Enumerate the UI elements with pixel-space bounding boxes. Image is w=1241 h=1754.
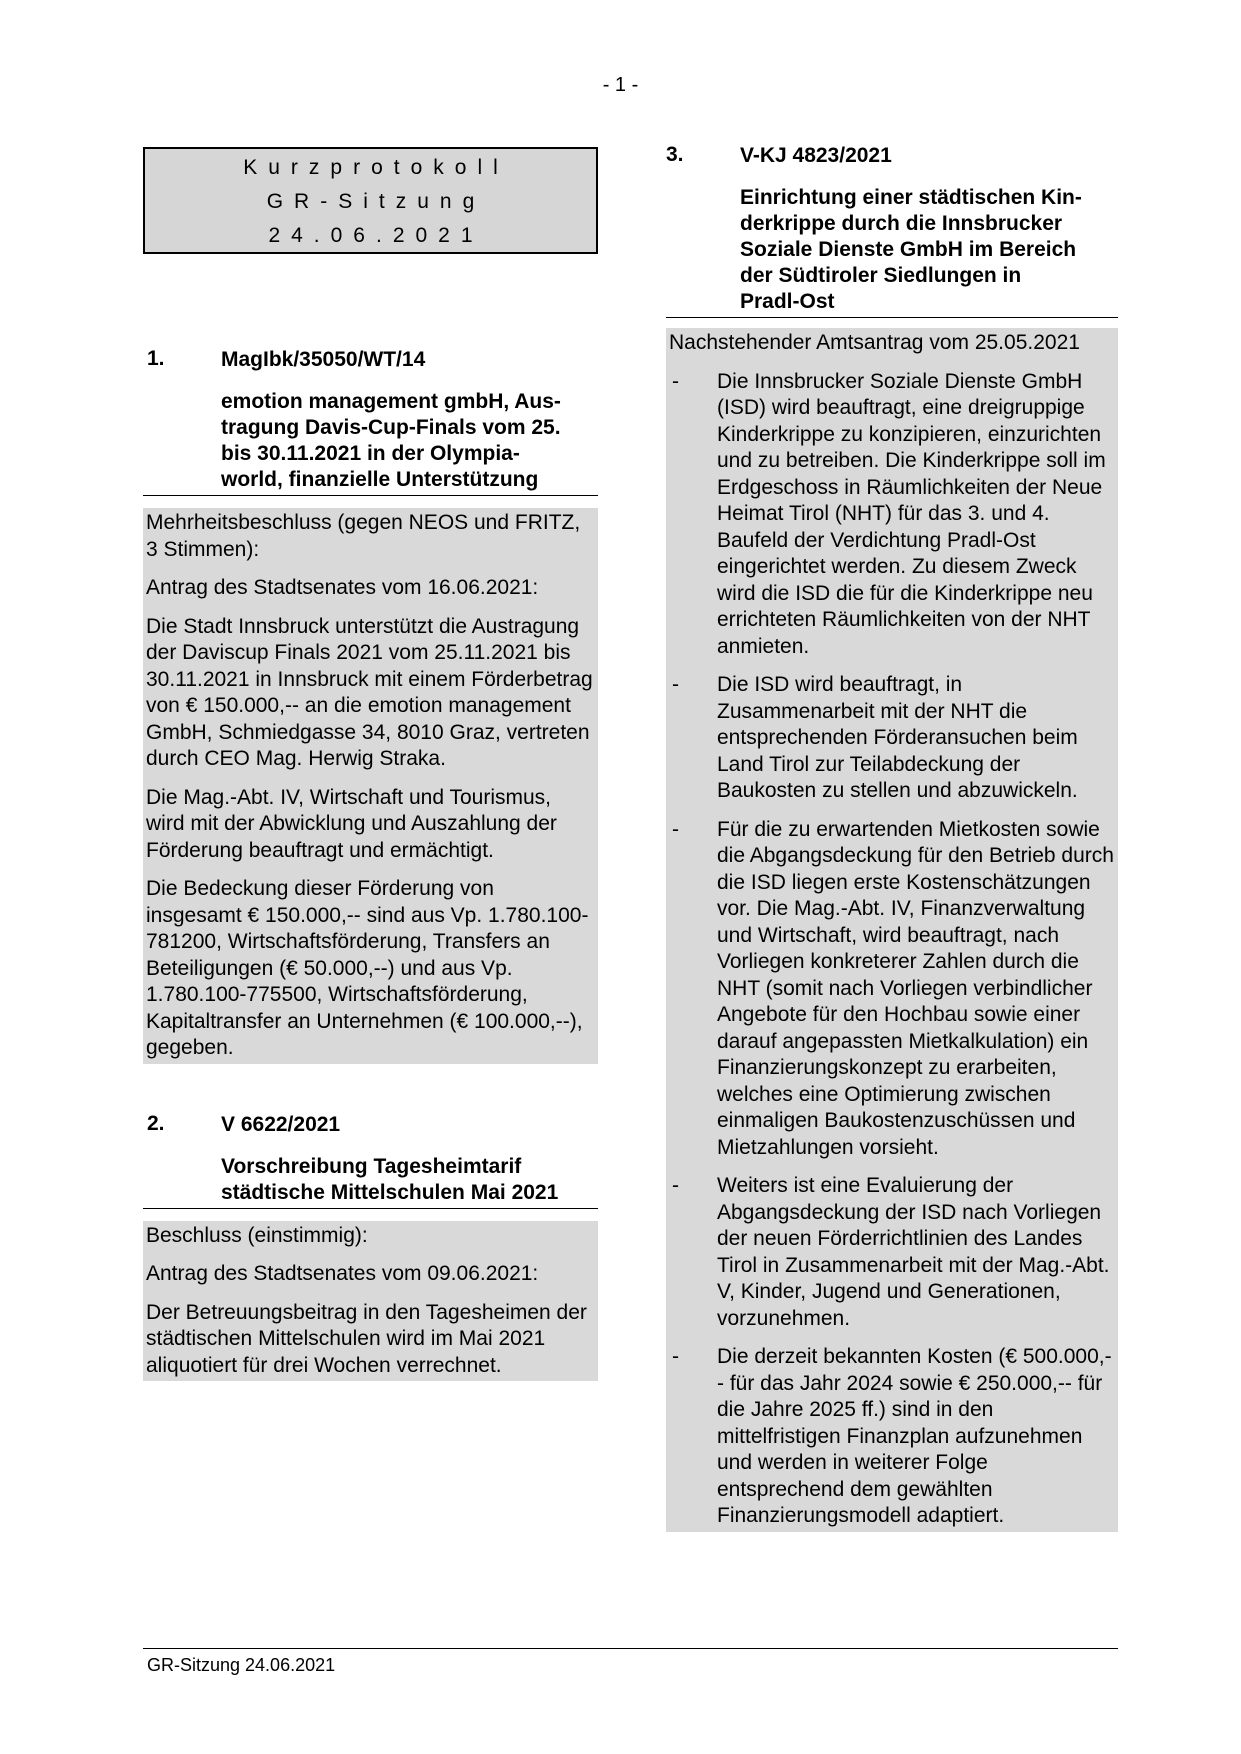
item-3-rule — [666, 317, 1118, 318]
item-3-title — [740, 185, 1118, 317]
footer-rule — [143, 1648, 1118, 1649]
item-1-text: Die Bedeckung dieser Förderung von insgesamt € 150.000,-- sind aus Vp. 1.780.100-781200, Wirtschaftsförderung, Transfers an Beteiligungen (€ 50.000,--) und aus Vp. 1.780.100-775500, Wirtschaftsförderung, Kapitaltransfer an Unternehmen (€ 100.000,--), gegeben. — [146, 877, 589, 1059]
item-3-decision-block — [666, 328, 1118, 1532]
title-line-1: Kurzprotokoll — [243, 156, 509, 179]
item-1-rule — [143, 495, 598, 496]
title-line-2: GR-Sitzung — [266, 190, 486, 213]
item-2-title-line: Vorschreibung Tagesheimtarif — [221, 1154, 522, 1178]
item-1-title-line: world, finanzielle Unterstützung — [221, 468, 539, 491]
item-3-bullet — [669, 817, 1115, 1162]
item-2-number: 2. — [147, 1111, 165, 1135]
item-2-code: V 6622/2021 — [221, 1112, 341, 1136]
item-1-title-line: tragung Davis-Cup-Finals vom 25. — [221, 416, 561, 439]
left-column — [143, 147, 598, 1381]
title-box — [143, 147, 598, 254]
right-column — [666, 143, 1118, 1532]
bullet-text: Weiters ist eine Evaluierung der Abgangsdeckung der ISD nach Vorliegen der neuen Förderrichtlinien des Landes Tirol in Zusammenarbeit mit der Mag.-Abt. V, Kinder, Jugend und Generationen, vorzunehmen. — [717, 1174, 1110, 1330]
item-1-header — [143, 347, 598, 495]
bullet-text: Die derzeit bekannten Kosten (€ 500.000,-- für das Jahr 2024 sowie € 250.000,-- für die Jahre 2025 ff.) sind in den mittelfristigen Finanzplan aufzunehmen und werden in weiterer Folge entsprechend dem gewählten Finanzierungsmodell adaptiert. — [717, 1345, 1112, 1527]
item-3-bullet — [669, 369, 1115, 661]
bullet-text: Die Innsbrucker Soziale Dienste GmbH (ISD) wird beauftragt, eine dreigruppige Kinderkrippe zu konzipieren, einzurichten und zu betreiben. Die Kinderkrippe soll im Erdgeschoss in Räumlichkeiten der Neue Heimat Tirol (NHT) für das 3. und 4. Baufeld der Verdichtung Pradl-Ost eingerichtet werden. Zu diesem Zweck wird die ISD die für die Kinderkrippe neu errichteten Räumlichkeiten von der NHT anmieten. — [717, 369, 1106, 658]
footer-text: GR-Sitzung 24.06.2021 — [147, 1655, 336, 1675]
item-1-decision: Mehrheitsbeschluss (gegen NEOS und FRITZ, 3 Stimmen): — [146, 511, 581, 561]
item-1-code: MagIbk/35050/WT/14 — [221, 348, 426, 371]
bullet-dash: - — [672, 369, 679, 393]
agenda-item-3 — [666, 143, 1118, 1532]
bullet-dash: - — [672, 1174, 679, 1197]
item-3-number: 3. — [666, 143, 684, 166]
item-1-number: 1. — [147, 347, 165, 370]
item-3-bullet — [669, 1344, 1115, 1530]
item-1-title-line: emotion management gmbH, Aus- — [221, 390, 561, 413]
item-2-header — [143, 1112, 598, 1208]
agenda-item-2 — [143, 1112, 598, 1382]
bullet-dash: - — [672, 673, 679, 696]
item-3-title-line: der Südtiroler Siedlungen in — [740, 264, 1022, 287]
item-1-text: Die Mag.-Abt. IV, Wirtschaft und Tourismus, wird mit der Abwicklung und Auszahlung der Förderung beauftragt und ermächtigt. — [146, 785, 557, 862]
item-2-decision-block — [143, 1221, 598, 1382]
title-line-3: 24.06.2021 — [268, 224, 484, 247]
item-1-title-line: bis 30.11.2021 in der Olympia- — [221, 442, 520, 465]
item-3-header — [666, 143, 1118, 317]
item-2-text: Der Betreuungsbeitrag in den Tagesheimen der städtischen Mittelschulen wird im Mai 2021 aliquotiert für drei Wochen verrechnet. — [146, 1300, 587, 1377]
item-3-bullet — [669, 1173, 1115, 1332]
item-2-decision: Beschluss (einstimmig): — [146, 1223, 368, 1247]
bullet-dash: - — [672, 1345, 679, 1368]
bullet-text: Für die zu erwartenden Mietkosten sowie die Abgangsdeckung für den Betrieb durch die ISD liegen erste Kostenschätzungen vor. Die Mag.-Abt. IV, Finanzverwaltung und Wirtschaft, wird beauftragt, nach Vorliegen konkreterer Zahlen durch die NHT (somit nach Vorliegen verbindlicher Angebote für den Hochbau sowie einer darauf angepassten Mietkalkulation) ein Finanzierungskonzept zu erarbeiten, welches eine Optimierung zwischen einmaligen Baukostenzuschüssen und Mietzahlungen vorsieht. — [717, 817, 1114, 1159]
bullet-dash: - — [672, 817, 679, 841]
item-3-title-line: Pradl-Ost — [740, 290, 835, 313]
item-3-bullet — [669, 672, 1115, 805]
item-2-rule — [143, 1208, 598, 1209]
item-3-title-line: derkrippe durch die Innsbrucker — [740, 212, 1063, 235]
bullet-text: Die ISD wird beauftragt, in Zusammenarbeit mit der NHT die entsprechenden Förderansuchen beim Land Tirol zur Teilabdeckung der Baukosten zu stellen und abzuwickeln. — [717, 673, 1078, 802]
page-number: - 1 - — [602, 74, 639, 96]
item-3-intro: Nachstehender Amtsantrag vom 25.05.2021 — [669, 331, 1080, 354]
item-2-title-line: städtische Mittelschulen Mai 2021 — [221, 1180, 559, 1204]
item-1-text: Die Stadt Innsbruck unterstützt die Austragung der Daviscup Finals 2021 vom 25.11.2021 bis 30.11.2021 in Innsbruck mit einem Förderbetrag von € 150.000,-- an die emotion management GmbH, Schmiedgasse 34, 8010 Graz, vertreten durch CEO Mag. Herwig Straka. — [146, 614, 593, 770]
item-1-decision-block — [143, 508, 598, 1064]
item-3-code: V-KJ 4823/2021 — [740, 144, 892, 167]
item-3-title-line: Einrichtung einer städtischen Kin- — [740, 186, 1082, 209]
item-2-title — [221, 1154, 598, 1208]
item-3-title-line: Soziale Dienste GmbH im Bereich — [740, 238, 1077, 261]
item-1-motion: Antrag des Stadtsenates vom 16.06.2021: — [146, 576, 539, 599]
item-2-motion: Antrag des Stadtsenates vom 09.06.2021: — [146, 1262, 539, 1285]
agenda-item-1 — [143, 347, 598, 1064]
item-1-title — [221, 389, 598, 495]
